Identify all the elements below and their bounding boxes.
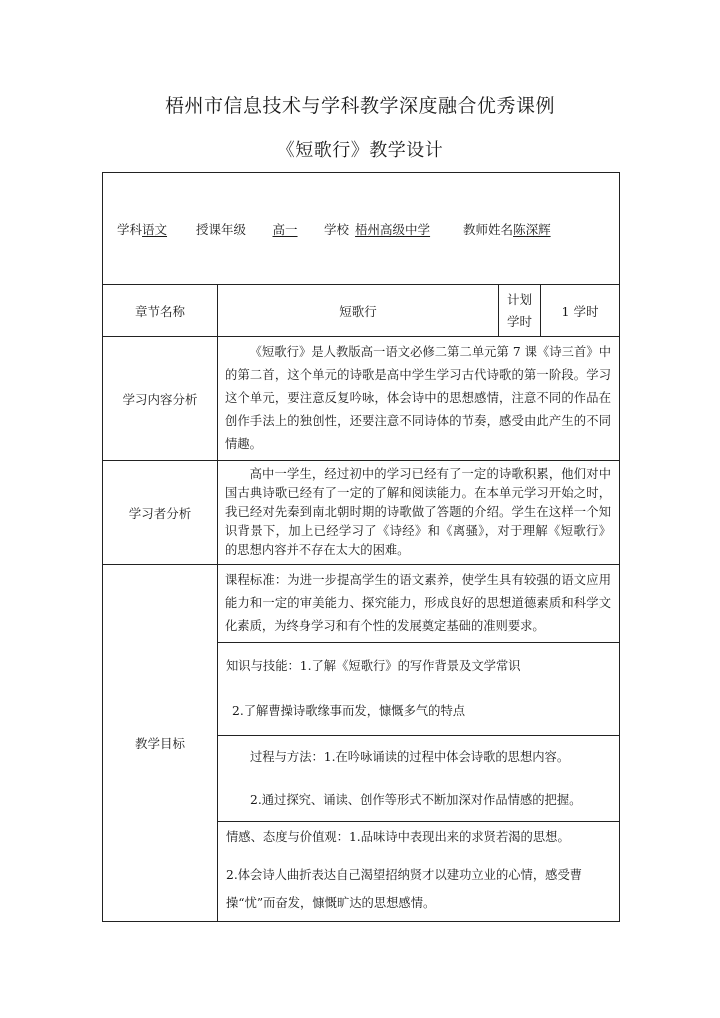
learner-analysis-label: 学习者分析 [103, 461, 218, 565]
emotion-attitude-cell [218, 822, 620, 922]
document-title: 梧州市信息技术与学科教学深度融合优秀课例 [164, 95, 555, 117]
objectives-label: 教学目标 [103, 565, 218, 922]
grade-value: 高一 [272, 221, 298, 237]
planned-hours-label [499, 285, 541, 337]
chapter-label: 章节名称 [103, 285, 218, 337]
knowledge-skills-1: 知识与技能：1.了解《短歌行》的写作背景及文学常识 [226, 659, 521, 673]
content-analysis-row [103, 337, 620, 461]
process-method-1: 过程与方法：1.在吟咏诵读的过程中体会诗歌的思想内容。 [250, 749, 570, 764]
subject-label: 学科 [117, 221, 143, 237]
content-analysis-label: 学习内容分析 [103, 337, 218, 461]
planned-hours-value: 1 学时 [541, 285, 620, 337]
teacher-value: 陈深辉 [513, 221, 551, 237]
school-label: 学校 [324, 221, 350, 237]
knowledge-skills-2: 2.了解曹操诗歌缘事而发，慷慨多气的特点 [232, 704, 466, 718]
learner-analysis-row [103, 461, 620, 565]
planned-hours-label-line1: 计划 [506, 291, 532, 307]
info-row [103, 173, 620, 285]
process-method-2: 2.通过探究、诵读、创作等形式不断加深对作品情感的把握。 [250, 792, 582, 807]
info-cell [103, 173, 620, 285]
teacher-label: 教师姓名 [463, 221, 514, 237]
knowledge-skills-cell [218, 643, 620, 736]
objectives-standard-row [103, 565, 620, 643]
subject-value: 语文 [142, 221, 168, 237]
course-standard-text: 课程标准：为进一步提高学生的语文素养，使学生具有较强的语文应用能力和一定的审美能力、探究能力，形成良好的思想道德素质和科学文化素质，为终身学习和有个性的发展奠定基础的准则要求。 [218, 565, 620, 643]
lesson-plan-table [102, 172, 620, 922]
school-value: 梧州高级中学 [355, 221, 431, 237]
process-method-cell [218, 736, 620, 822]
grade-label: 授课年级 [196, 221, 247, 237]
emotion-attitude-1: 情感、态度与价值观：1.品味诗中表现出来的求贤若渴的思想。 [226, 830, 570, 844]
document-subtitle: 《短歌行》教学设计 [276, 140, 444, 161]
planned-hours-label-line2: 学时 [506, 313, 532, 329]
content-analysis-text: 《短歌行》是人教版高一语文必修二第二单元第 7 课《诗三首》中的第二首，这个单元的诗歌是高中学生学习古代诗歌的第一阶段。学习这个单元，要注意反复吟咏，体会诗中的思想感情，注意不同的作品在创作手法上的独创性，还要注意不同诗体的节奏，感受由此产生的不同情趣。 [218, 337, 620, 461]
emotion-attitude-2: 2.体会诗人曲折表达自己渴望招纳贤才以建功立业的心情，感受曹操“忧”而奋发，慷慨旷达的思想感情。 [226, 868, 583, 910]
chapter-row [103, 285, 620, 337]
chapter-value: 短歌行 [218, 285, 499, 337]
learner-analysis-text: 高中一学生，经过初中的学习已经有了一定的诗歌积累，他们对中国古典诗歌已经有了一定的了解和阅读能力。在本单元学习开始之时，我已经对先秦到南北朝时期的诗歌做了答题的介绍。学生在这样一个知识背景下，加上已经学习了《诗经》和《离骚》，对于理解《短歌行》的思想内容并不存在太大的困难。 [218, 461, 620, 565]
